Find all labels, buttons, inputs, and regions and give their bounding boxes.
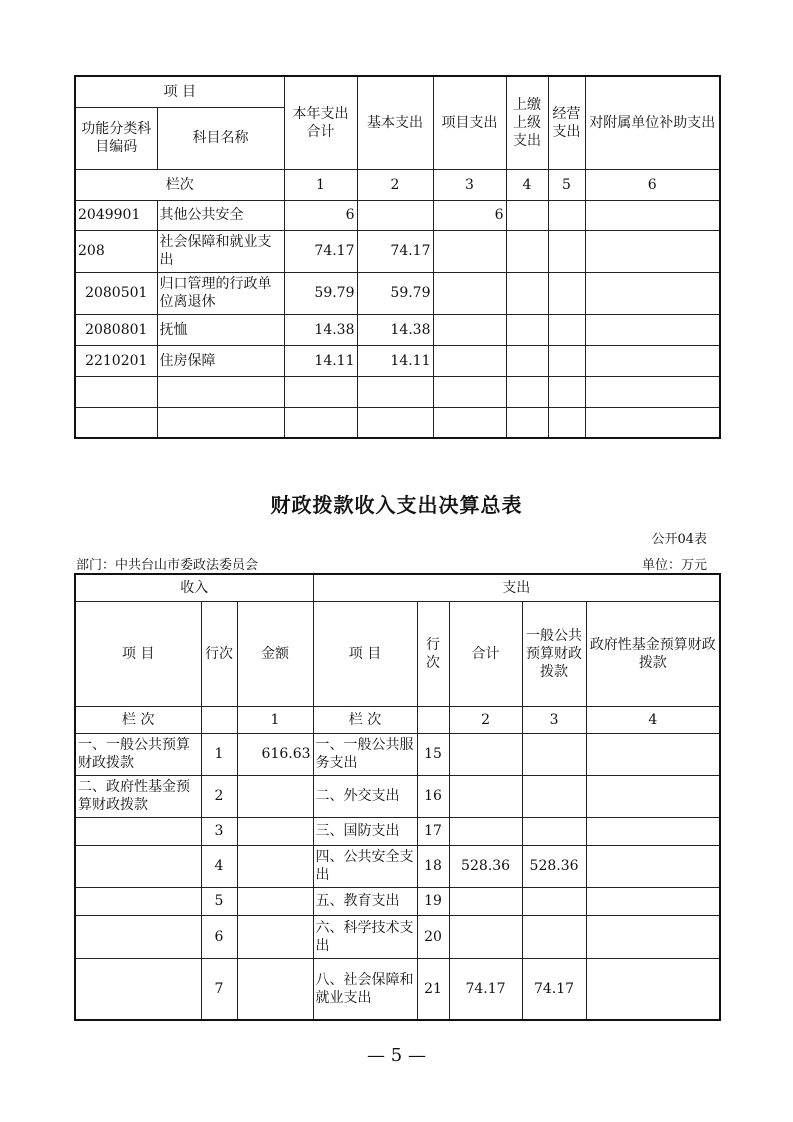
header-col-basic: 基本支出: [357, 76, 433, 169]
row-code: 2210201: [75, 345, 157, 376]
header-subject-name: 科目名称: [157, 107, 284, 169]
table-number: 公开04表: [651, 532, 707, 547]
fiscal-summary-table: [74, 573, 721, 1021]
empty-cell: [506, 200, 548, 230]
empty-cell: [506, 345, 548, 376]
row-code: 2049901: [75, 200, 157, 230]
expense-line-no: 19: [417, 887, 449, 915]
col-num: 3: [522, 706, 586, 733]
lanci-label: 栏次: [75, 169, 284, 200]
row-basic: 74.17: [357, 230, 433, 272]
page-number: — 5 —: [367, 1045, 426, 1066]
income-amount: [237, 775, 313, 817]
expense-general: 74.17: [522, 958, 586, 1020]
header-expense: 支出: [313, 574, 720, 601]
row-name: 归口管理的行政单位离退休: [157, 272, 284, 314]
income-line-no: 2: [201, 775, 237, 817]
row-name: 社会保障和就业支出: [157, 230, 284, 272]
empty-cell: [585, 272, 720, 314]
income-item: [75, 817, 201, 845]
col-num: 4: [506, 169, 548, 200]
empty-cell: [586, 958, 720, 1020]
header-item: 项 目: [75, 601, 201, 706]
col-num: 2: [449, 706, 522, 733]
expense-general: [522, 775, 586, 817]
income-item: [75, 958, 201, 1020]
col-num: 1: [237, 706, 313, 733]
department-label: 部门：中共台山市委政法委员会: [76, 558, 259, 573]
empty-cell: [585, 314, 720, 345]
header-fund-budget: 政府性基金预算财政拨款: [586, 601, 720, 706]
expense-general: 528.36: [522, 845, 586, 887]
table-row: [75, 314, 720, 345]
expense-line-no: 18: [417, 845, 449, 887]
row-project: 6: [433, 200, 506, 230]
row-basic: 14.38: [357, 314, 433, 345]
empty-cell: [586, 817, 720, 845]
empty-cell: [506, 314, 548, 345]
expense-general: [522, 733, 586, 775]
row-total: 14.38: [284, 314, 357, 345]
expense-item: 二、外交支出: [313, 775, 417, 817]
table-row: [75, 915, 720, 958]
row-project: [433, 345, 506, 376]
unit-label: 单位：万元: [641, 558, 707, 573]
header-amount: 金额: [237, 601, 313, 706]
table-row: [75, 345, 720, 376]
row-total: 74.17: [284, 230, 357, 272]
income-item: [75, 845, 201, 887]
expense-item: 八、社会保障和就业支出: [313, 958, 417, 1020]
header-general-budget: 一般公共预算财政拨款: [522, 601, 586, 706]
income-amount: [237, 887, 313, 915]
income-amount: [237, 845, 313, 887]
row-total: 14.11: [284, 345, 357, 376]
income-line-no: 3: [201, 817, 237, 845]
row-basic: 59.79: [357, 272, 433, 314]
expense-line-no: 21: [417, 958, 449, 1020]
empty-cell: [548, 200, 585, 230]
header-col-business: 经营支出: [548, 76, 585, 169]
empty-cell: [417, 706, 449, 733]
row-name: 其他公共安全: [157, 200, 284, 230]
table-row: [75, 775, 720, 817]
header-col-total: 本年支出合计: [284, 76, 357, 169]
empty-cell: [201, 706, 237, 733]
row-total: 59.79: [284, 272, 357, 314]
expense-line-no: 16: [417, 775, 449, 817]
row-project: [433, 230, 506, 272]
row-name: 住房保障: [157, 345, 284, 376]
empty-cell: [548, 314, 585, 345]
empty-cell: [548, 230, 585, 272]
income-amount: 616.63: [237, 733, 313, 775]
income-line-no: 6: [201, 915, 237, 958]
header-col-upper: 上缴上级支出: [506, 76, 548, 169]
col-num: 1: [284, 169, 357, 200]
lanci-label: 栏 次: [75, 706, 201, 733]
lanci-label: 栏 次: [313, 706, 417, 733]
expense-line-no: 20: [417, 915, 449, 958]
col-num: 4: [586, 706, 720, 733]
empty-cell: [506, 230, 548, 272]
expense-item: 五、教育支出: [313, 887, 417, 915]
header-income: 收入: [75, 574, 313, 601]
expense-item: 六、科学技术支出: [313, 915, 417, 958]
expense-total: 74.17: [449, 958, 522, 1020]
row-code: 2080501: [75, 272, 157, 314]
header-col-project: 项目支出: [433, 76, 506, 169]
income-line-no: 7: [201, 958, 237, 1020]
income-line-no: 5: [201, 887, 237, 915]
income-item: 一、一般公共预算财政拨款: [75, 733, 201, 775]
empty-cell: [585, 200, 720, 230]
income-line-no: 1: [201, 733, 237, 775]
income-item: [75, 887, 201, 915]
empty-cell: [548, 345, 585, 376]
col-num: 6: [585, 169, 720, 200]
expense-total: [449, 775, 522, 817]
header-project: 项 目: [75, 76, 284, 107]
expense-total: [449, 915, 522, 958]
income-amount: [237, 915, 313, 958]
row-project: [433, 314, 506, 345]
row-code: 208: [75, 230, 157, 272]
income-line-no: 4: [201, 845, 237, 887]
header-func-code: 功能分类科目编码: [75, 107, 157, 169]
empty-cell: [506, 272, 548, 314]
expense-line-no: 15: [417, 733, 449, 775]
expense-item: 三、国防支出: [313, 817, 417, 845]
empty-cell: [586, 845, 720, 887]
income-amount: [237, 958, 313, 1020]
table-row: [75, 200, 720, 230]
expense-general: [522, 817, 586, 845]
expense-general: [522, 915, 586, 958]
header-total: 合计: [449, 601, 522, 706]
empty-cell: [548, 272, 585, 314]
income-item: 二、政府性基金预算财政拨款: [75, 775, 201, 817]
expense-total: [449, 887, 522, 915]
expense-line-no: 17: [417, 817, 449, 845]
expense-item: 四、公共安全支出: [313, 845, 417, 887]
table-row: [75, 958, 720, 1020]
expense-item: 一、一般公共服务支出: [313, 733, 417, 775]
table-row: [75, 230, 720, 272]
empty-cell: [586, 887, 720, 915]
table-row: [75, 887, 720, 915]
empty-cell: [585, 230, 720, 272]
page-title: 财政拨款收入支出决算总表: [270, 493, 523, 517]
header-line-no: 行次: [201, 601, 237, 706]
empty-cell: [585, 345, 720, 376]
row-code: 2080801: [75, 314, 157, 345]
table-row-empty: [75, 376, 720, 407]
expense-total: [449, 733, 522, 775]
empty-cell: [586, 775, 720, 817]
row-basic: [357, 200, 433, 230]
table-row: [75, 817, 720, 845]
income-item: [75, 915, 201, 958]
row-project: [433, 272, 506, 314]
empty-cell: [586, 733, 720, 775]
expenditure-detail-table: [74, 75, 721, 439]
header-col-subsidy: 对附属单位补助支出: [585, 76, 720, 169]
table-row: [75, 733, 720, 775]
col-num: 5: [548, 169, 585, 200]
row-basic: 14.11: [357, 345, 433, 376]
table-row: [75, 845, 720, 887]
col-num: 2: [357, 169, 433, 200]
header-line-no-2: 行次: [417, 601, 449, 706]
expense-total: [449, 817, 522, 845]
header-item-2: 项 目: [313, 601, 417, 706]
table-row-empty: [75, 407, 720, 438]
empty-cell: [586, 915, 720, 958]
row-total: 6: [284, 200, 357, 230]
expense-general: [522, 887, 586, 915]
income-amount: [237, 817, 313, 845]
expense-total: 528.36: [449, 845, 522, 887]
table-row: [75, 272, 720, 314]
col-num: 3: [433, 169, 506, 200]
row-name: 抚恤: [157, 314, 284, 345]
